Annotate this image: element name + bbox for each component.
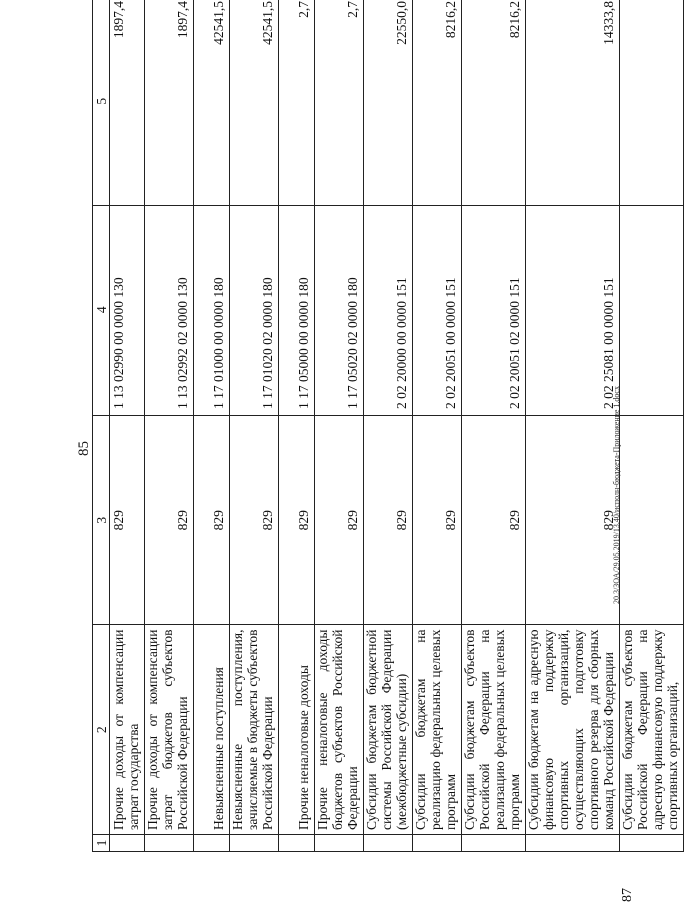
header-col-5: 5 <box>93 0 110 206</box>
revenue-table <box>92 0 684 852</box>
table-row <box>620 0 684 852</box>
revenue-name: Прочие доходы от компенсации затрат государства <box>110 625 145 835</box>
amount: 42541,5 <box>230 0 279 206</box>
amount: 1897,4 <box>110 0 145 206</box>
row-col-1 <box>526 835 620 852</box>
admin-code: 829 <box>462 416 526 626</box>
table-row <box>315 0 364 852</box>
budget-classification-code: 2 02 20051 02 0000 151 <box>462 206 526 416</box>
revenue-name: Прочие неналоговые доходы бюджетов субъектов Российской Федерации <box>315 625 364 835</box>
revenue-table-body <box>93 0 684 852</box>
row-col-1 <box>194 835 230 852</box>
page-number: 85 <box>76 441 92 456</box>
amount: 8216,2 <box>413 0 462 206</box>
revenue-name: Субсидии бюджетам субъектов Российской Федерации на реализацию федеральных целевых программ <box>462 625 526 835</box>
row-col-1 <box>145 835 194 852</box>
row-col-1 <box>462 835 526 852</box>
header-col-4: 4 <box>93 206 110 416</box>
document-file-path: 20.3/ЗОА/29.05.2019/13.40/исполн-бюджета-Приложение 1.docx <box>612 386 621 604</box>
admin-code: 829 <box>279 416 315 626</box>
admin-code: 829 <box>194 416 230 626</box>
admin-code: 829 <box>364 416 413 626</box>
row-col-1 <box>279 835 315 852</box>
admin-code: 829 <box>145 416 194 626</box>
budget-classification-code: 2 02 25081 00 0000 151 <box>526 206 620 416</box>
header-col-3: 3 <box>93 416 110 626</box>
revenue-name: Невыясненные поступления, зачисляемые в бюджеты субъектов Российской Федерации <box>230 625 279 835</box>
admin-code <box>620 416 684 626</box>
table-row <box>194 0 230 852</box>
revenue-name: Субсидии бюджетам на реализацию федеральных целевых программ <box>413 625 462 835</box>
amount: 14333,8 <box>526 0 620 206</box>
row-col-1 <box>364 835 413 852</box>
revenue-name: Невыясненные поступления <box>194 625 230 835</box>
revenue-name: Прочие неналоговые доходы <box>279 625 315 835</box>
table-row <box>145 0 194 852</box>
header-col-1: 1 <box>93 835 110 852</box>
table-row <box>526 0 620 852</box>
row-col-1 <box>110 835 145 852</box>
amount <box>620 0 684 206</box>
row-col-1 <box>620 835 684 852</box>
budget-classification-code: 2 02 20000 00 0000 151 <box>364 206 413 416</box>
budget-classification-code: 1 13 02990 00 0000 130 <box>110 206 145 416</box>
amount: 8216,2 <box>462 0 526 206</box>
revenue-name: Субсидии бюджетам бюджетной системы Российской Федерации (межбюджетные субсидии) <box>364 625 413 835</box>
table-row <box>462 0 526 852</box>
row-col-1 <box>315 835 364 852</box>
admin-code: 829 <box>110 416 145 626</box>
budget-classification-code: 2 02 20051 00 0000 151 <box>413 206 462 416</box>
admin-code: 829 <box>413 416 462 626</box>
amount: 2,7 <box>279 0 315 206</box>
admin-code: 829 <box>315 416 364 626</box>
table-header-row <box>93 0 110 852</box>
table-row <box>110 0 145 852</box>
row-col-1 <box>230 835 279 852</box>
amount: 1897,4 <box>145 0 194 206</box>
table-row <box>364 0 413 852</box>
amount: 2,7 <box>315 0 364 206</box>
budget-classification-code: 1 13 02992 02 0000 130 <box>145 206 194 416</box>
row-col-1 <box>413 835 462 852</box>
amount: 22550,0 <box>364 0 413 206</box>
budget-classification-code: 1 17 05000 00 0000 180 <box>279 206 315 416</box>
revenue-name: Субсидии бюджетам субъектов Российской Федерации на адресную финансовую поддержку спортивных организаций, <box>620 625 684 835</box>
revenue-name: Субсидии бюджетам на адресную финансовую поддержку спортивных организаций, осуществляющих подготовку спортивного резерва для сборных команд Российской Федерации <box>526 625 620 835</box>
budget-classification-code <box>620 206 684 416</box>
budget-classification-code: 1 17 01020 02 0000 180 <box>230 206 279 416</box>
table-row <box>279 0 315 852</box>
table-row <box>230 0 279 852</box>
amount: 42541,5 <box>194 0 230 206</box>
budget-classification-code: 1 17 01000 00 0000 180 <box>194 206 230 416</box>
admin-code: 829 <box>230 416 279 626</box>
next-page-number-partial: 87 <box>620 888 635 902</box>
admin-code: 829 <box>526 416 620 626</box>
revenue-name: Прочие доходы от компенсации затрат бюджетов субъектов Российской Федерации <box>145 625 194 835</box>
table-row <box>413 0 462 852</box>
header-col-2: 2 <box>93 625 110 835</box>
budget-classification-code: 1 17 05020 02 0000 180 <box>315 206 364 416</box>
